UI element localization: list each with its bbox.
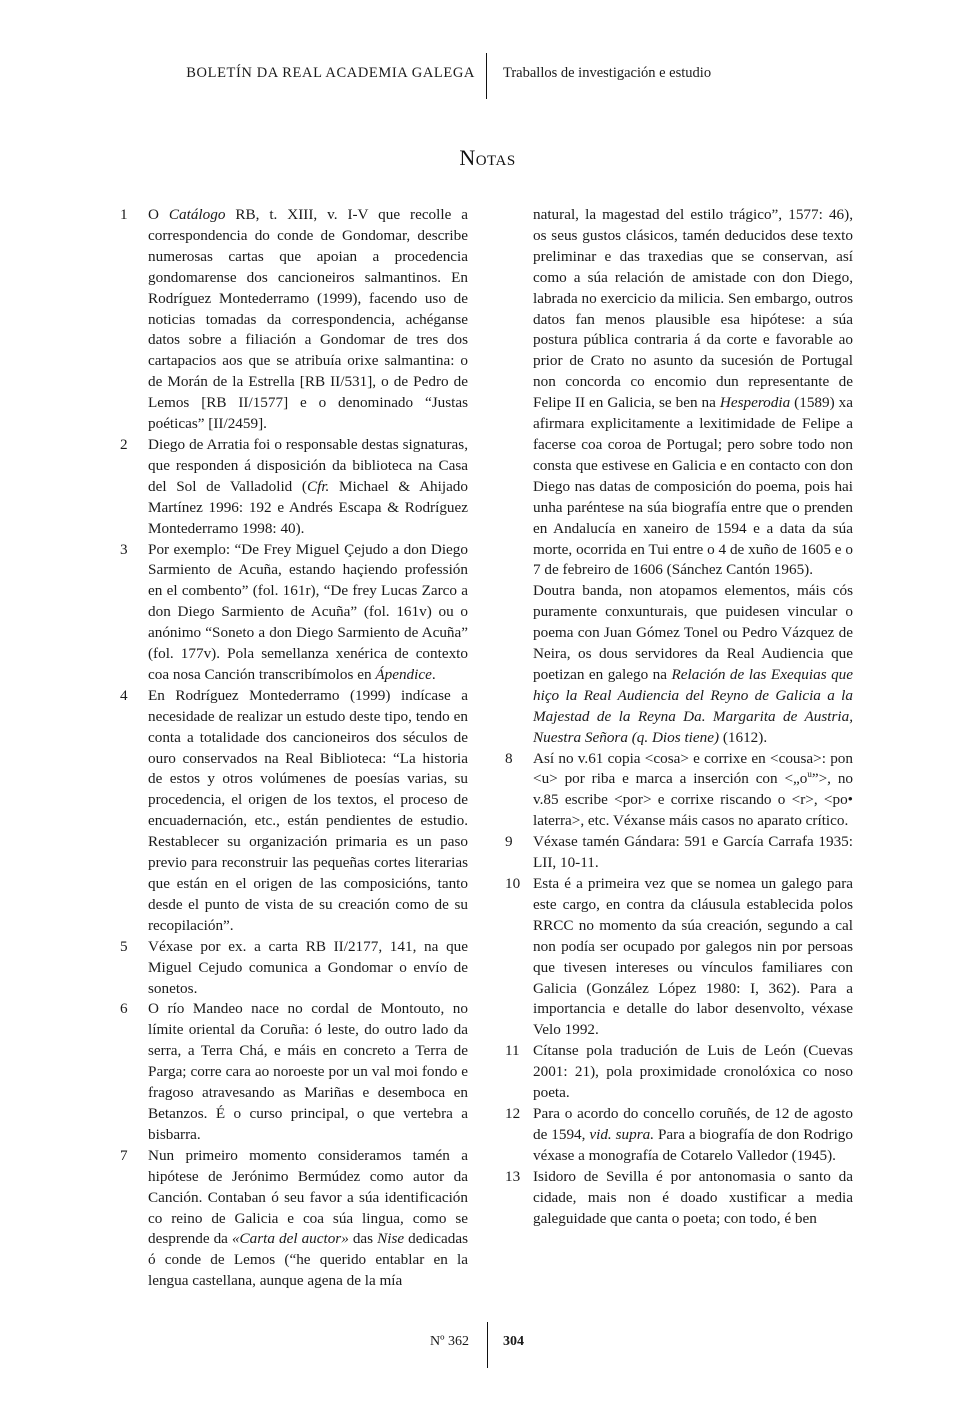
text-run: Doutra banda, non atopamos elementos, máis cós puramente conxunturais, que puidesen vincular o poema con Juan Gómez Tonel ou Pedro Vázquez de Neira, os dous servidores da Real Audiencia que poetizan en galego na xyxy=(533,582,853,683)
text-run: Nun primeiro momento consideramos tamén a hipótese de Jerónimo Bermúdez como autor da Canción. Contaban ó seu favor a súa identificación co reino de Galicia e coa súa lingua, como se desprende da xyxy=(148,1146,468,1248)
note-3 xyxy=(118,540,468,686)
note-4 xyxy=(118,686,468,937)
note-number: 8 xyxy=(505,749,513,767)
note-text xyxy=(533,1104,853,1167)
running-header xyxy=(0,53,975,101)
text-run: . xyxy=(431,665,436,683)
text-run: Véxase por ex. a carta RB II/2177, 141, na que Miguel Cejudo comunica a Gondomar o envío de sonetos. xyxy=(148,937,468,997)
note-number: 2 xyxy=(120,435,128,453)
note-12 xyxy=(503,1104,853,1167)
note-2 xyxy=(118,435,468,540)
notes-column-right xyxy=(503,205,853,1229)
journal-title: BOLETÍN DA REAL ACADEMIA GALEGA xyxy=(186,65,475,81)
note-text xyxy=(533,1041,853,1104)
text-run: O xyxy=(148,206,169,223)
note-7 xyxy=(118,1146,468,1292)
text-run: Michael & Ahijado Martínez 1996: 192 e Andrés Escapa & Rodríguez Montederramo 1998: 40). xyxy=(148,477,468,537)
note-text xyxy=(148,1146,468,1292)
text-run: O río Mandeo nace no cordal de Montouto, no límite oriental da Coruña: ó leste, do outro lado da serra, a Terra Chá, e máis en concreto a Terra de Parga; corre cara ao noroeste por un val moi fondo e fragoso atravesando as Mariñas e desemboca en Betanzos. É o curso principal, o que vertebra a bisbarra. xyxy=(148,1000,468,1143)
note-number: 4 xyxy=(120,686,128,704)
text-run: Esta é a primeira vez que se nomea un galego para este cargo, en contra da cláusula establecida polos RRCC no momento da súa creación, segundo a cal non podía ser ocupado por galegos nin por persoas que tivesen intereses ou vínculos familiares con Galicia (González López 1980: I, 362). Para a importancia e detalle do labor desenvolto, véxase Velo 1992. xyxy=(533,875,853,1039)
text-run: RB, t. XIII, v. I-V que recolle a correspondencia do conde de Gondomar, describe numerosas cartas que apoian a procedencia gondomarense dos cancioneiros salmantinos. En Rodríguez Montederramo (1999), facendo uso de noticias tomadas da correspondencia, achéganse datos sobre a filiación a Gondomar de tres dos cartapacios aos que se atribuía orixe salmantina: o de Morán de la Estrella [RB II/531], o de Pedro de Lemos [RB II/1577] e o denominado “Justas poéticas” [II/2459]. xyxy=(148,206,468,433)
note-1 xyxy=(118,205,468,435)
italic-run: «Carta del auctor» xyxy=(231,1230,349,1248)
note-number: 12 xyxy=(505,1104,521,1122)
section-name: Traballos de investigación e estudio xyxy=(503,65,712,81)
note-text xyxy=(148,999,468,1145)
text-run: Cítanse pola tradución de Luis de León (Cuevas 2001: 21), pola proximidade cronolóxica co noso poeta. xyxy=(533,1042,853,1102)
notes-column-left xyxy=(118,205,468,1292)
note-5 xyxy=(118,937,468,1000)
header-divider xyxy=(486,53,487,99)
section-heading: Notas xyxy=(459,145,516,170)
italic-run: Nise xyxy=(377,1230,405,1248)
issue-number: Nº 362 xyxy=(430,1334,469,1349)
note-number: 10 xyxy=(505,875,521,892)
note-text xyxy=(148,937,468,1000)
note-number: 7 xyxy=(120,1146,128,1164)
text-run: Véxase tamén Gándara: 591 e García Carrafa 1935: LII, 10-11. xyxy=(533,833,853,872)
italic-run: Ápendice xyxy=(375,665,432,683)
note-text xyxy=(148,686,468,937)
note-number: 6 xyxy=(120,1000,128,1018)
note-text xyxy=(533,832,853,874)
text-run: dedicadas ó conde de Lemos (“he querido entablar en la lengua castellana, aunque agena de la mía xyxy=(148,1230,468,1290)
text-run: (1589) xa afirmara explicitamente a lexitimidade de Felipe a facerse coa coroa de Portugal; pero sobre todo non consta que estivese en Galicia e en contacto con don Diego nas datas de composición do poema, pois hai unha paréntese na súa biografía entre que o prenden en Andalucía en xaneiro de 1594 e a data da súa morte, ocorrida en Tui entre o 4 de xuño de 1605 e o 7 de febreiro de 1606 (Sánchez Cantón 1965). xyxy=(533,394,853,579)
note-text xyxy=(148,435,468,540)
italic-run: vid. supra. xyxy=(589,1125,655,1143)
note-11 xyxy=(503,1041,853,1104)
text-run: Para a biografía de don Rodrigo véxase a monografía de Cotarelo Valledor (1945). xyxy=(533,1125,853,1164)
text-run: Así no v.61 copia <cosa> e corrixe en <cousa>: pon <u> por riba e marca a inserción con <„o xyxy=(533,749,853,788)
text-run: (1612). xyxy=(719,728,768,746)
text-run: Para o acordo do concello coruñés, de 12 de agosto de 1594, xyxy=(533,1104,853,1143)
note-number: 3 xyxy=(120,540,128,558)
text-run: En Rodríguez Montederramo (1999) indícase a necesidade de realizar un estudo deste tipo, tendo en conta a totalidade dos cancioneiros dos séculos de ouro conservados na Real Biblioteca: “La historia de estos y otros volúmenes de poesías varias, su procedencia, el origen de los textos, el proceso de encuadernación, etc., están pendientes de estudio. Restablecer su organización primaria es un paso previo para reconstruir las pequeñas cortes literarias que están en el origen de las composicións, tanto desde el punto de vista de su creación como de su recopilación”. xyxy=(148,686,468,934)
note-text xyxy=(148,540,468,686)
note-text xyxy=(148,205,468,435)
text-run: Diego de Arratia foi o responsable destas signaturas, que responden á disposición da biblioteca na Casa del Sol de Valladolid ( xyxy=(148,435,468,495)
text-run: das xyxy=(348,1230,378,1248)
note-number: 13 xyxy=(505,1167,521,1185)
note-number: 9 xyxy=(505,833,513,851)
italic-run: Catálogo xyxy=(168,206,226,223)
footer-divider xyxy=(487,1322,488,1368)
note-number: 5 xyxy=(120,937,128,955)
note-7-continued xyxy=(503,205,853,749)
note-number: 1 xyxy=(120,206,128,223)
text-run: ”>, no v.85 escribe <por> e corrixe riscando o <r>, <po• laterra>, etc. Véxanse máis casos no aparato crítico. xyxy=(533,770,854,830)
text-run: Isidoro de Sevilla é por antonomasia o santo da cidade, mais non é doado xustificar a media galeguidade que canta o poeta; con todo, é ben xyxy=(533,1167,853,1227)
note-10 xyxy=(503,874,853,1041)
text-run: Por exemplo: “De Frey Miguel Çejudo a don Diego Sarmiento de Acuña, estando haçiendo professión en el combento” (fol. 161r), “De frey Lucas Zarco a don Diego Sarmiento de Acuña” (fol. 161v) ou o anónimo “Soneto a don Diego Sarmiento de Acuña” (fol. 177v). Pola semellanza xenérica de contexto coa nosa Canción transcribímolos en xyxy=(148,540,468,683)
note-6 xyxy=(118,999,468,1145)
italic-run: Relación de las Exequias que hiço la Real Audiencia del Reyno de Galicia a la Majestad de la Reyna Da. Margarita de Austria, Nuestra Señora (q. Dios tiene) xyxy=(533,665,853,746)
note-text xyxy=(533,1167,853,1230)
italic-run: Hesperodia xyxy=(719,394,791,412)
page-number: 304 xyxy=(503,1334,524,1349)
note-text xyxy=(533,749,853,833)
note-text xyxy=(533,874,853,1041)
page-footer xyxy=(0,1322,975,1370)
superscript-run: u xyxy=(807,769,812,780)
note-9 xyxy=(503,832,853,874)
note-13 xyxy=(503,1167,853,1230)
note-text xyxy=(533,205,853,581)
note-text xyxy=(533,581,853,748)
note-number: 11 xyxy=(505,1042,520,1060)
note-8 xyxy=(503,749,853,833)
text-run: natural, la magestad del estilo trágico”, 1577: 46), os seus gustos clásicos, tamén deducidos dese texto preliminar e das traxedias que se conservan, así como a súa relación de amistade con don Diego, labrada no exercicio da milicia. Sen embargo, outros datos fan menos plausible esa hipótese: a súa postura pública contraria á da corte e favorable ao prior de Crato no asunto da sucesión de Portugal non concorda co encomio dun representante de Felipe II en Galicia, se ben na xyxy=(533,206,853,412)
italic-run: Cfr. xyxy=(306,477,330,495)
